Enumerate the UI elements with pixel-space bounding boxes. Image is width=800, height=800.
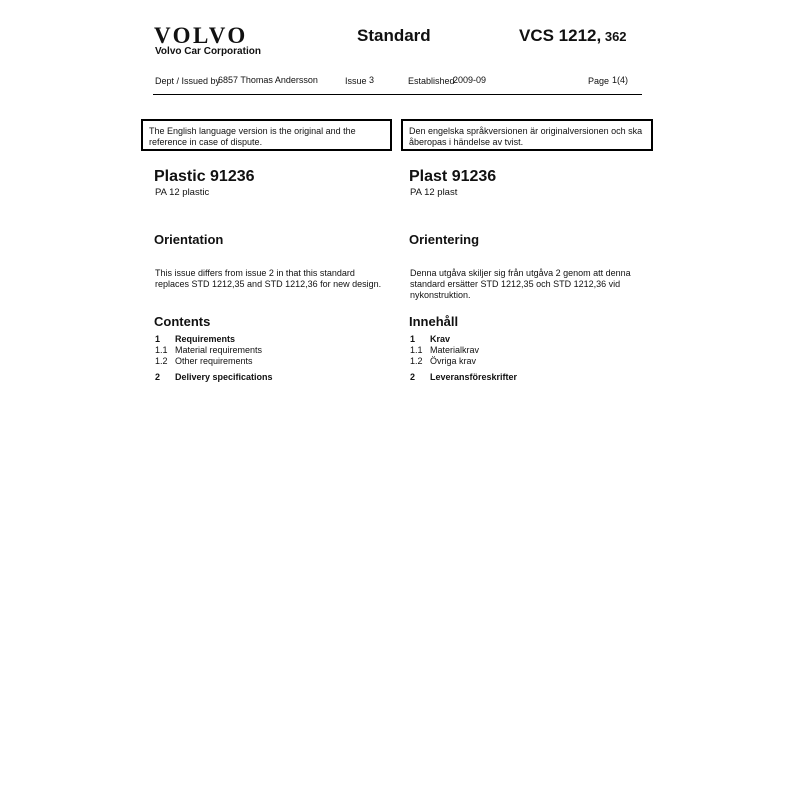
dept-value: 6857 Thomas Andersson xyxy=(218,75,318,85)
toc-num: 1.2 xyxy=(155,356,168,366)
toc-item xyxy=(155,356,273,367)
toc-item xyxy=(155,334,273,345)
toc-label: Materialkrav xyxy=(430,345,480,355)
notice-text-swedish: Den engelska språkversionen är originalversionen och ska åberopas i händelse av tvist. xyxy=(409,126,643,147)
toc-item xyxy=(410,334,517,345)
toc-num: 1.1 xyxy=(410,345,423,355)
toc-num: 1.2 xyxy=(410,356,423,366)
toc-num: 1 xyxy=(155,334,161,344)
volvo-logo: VOLVO xyxy=(154,23,248,48)
standard-number-main: VCS 1212, xyxy=(519,26,602,45)
header-rule xyxy=(153,94,642,95)
toc-label: Krav xyxy=(430,334,451,344)
established-label: Established xyxy=(408,76,455,86)
notice-text-english: The English language version is the original and the reference in case of dispute. xyxy=(149,126,356,147)
toc-item xyxy=(410,345,517,356)
standard-number-sub: 362 xyxy=(601,29,627,44)
toc-label: Delivery specifications xyxy=(175,372,273,382)
toc-num: 2 xyxy=(155,372,161,382)
title-swedish: Plast 91236 xyxy=(409,168,497,185)
document-type: Standard xyxy=(357,26,431,45)
toc-num: 1 xyxy=(410,334,416,344)
issue-value: 3 xyxy=(369,75,375,85)
toc-item xyxy=(155,345,273,356)
toc-english xyxy=(155,334,273,383)
toc-swedish xyxy=(410,334,517,383)
contents-heading-swedish: Innehåll xyxy=(409,314,459,329)
dept-label: Dept / Issued by xyxy=(155,76,221,86)
established-value: 2009-09 xyxy=(453,75,487,85)
toc-label: Other requirements xyxy=(175,356,253,366)
notice-box-swedish xyxy=(401,119,653,151)
toc-item xyxy=(155,372,273,383)
orientation-heading-english: Orientation xyxy=(154,232,224,247)
toc-item xyxy=(410,372,517,383)
toc-label: Övriga krav xyxy=(430,356,477,366)
toc-num: 1.1 xyxy=(155,345,168,355)
page-label: Page xyxy=(588,76,610,86)
page-value: 1(4) xyxy=(612,75,629,85)
subtitle-swedish: PA 12 plast xyxy=(410,187,458,198)
standard-number xyxy=(519,26,627,46)
toc-label: Material requirements xyxy=(175,345,263,355)
orientation-heading-swedish: Orientering xyxy=(409,232,480,247)
title-english: Plastic 91236 xyxy=(154,168,255,185)
subtitle-english: PA 12 plastic xyxy=(155,187,210,198)
toc-label: Requirements xyxy=(175,334,236,344)
toc-label: Leveransföreskrifter xyxy=(430,372,518,382)
orientation-text-english: This issue differs from issue 2 in that this standard replaces STD 1212,35 and STD 1212,36 for new design. xyxy=(155,268,382,289)
company-name: Volvo Car Corporation xyxy=(155,46,261,57)
notice-box-english xyxy=(141,119,392,151)
issue-label: Issue xyxy=(345,76,367,86)
contents-heading-english: Contents xyxy=(154,314,211,329)
orientation-text-swedish: Denna utgåva skiljer sig från utgåva 2 genom att denna standard ersätter STD 1212,35 och STD 1212,36 vid nykonstruktion. xyxy=(410,268,631,300)
toc-item xyxy=(410,356,517,367)
toc-num: 2 xyxy=(410,372,416,382)
